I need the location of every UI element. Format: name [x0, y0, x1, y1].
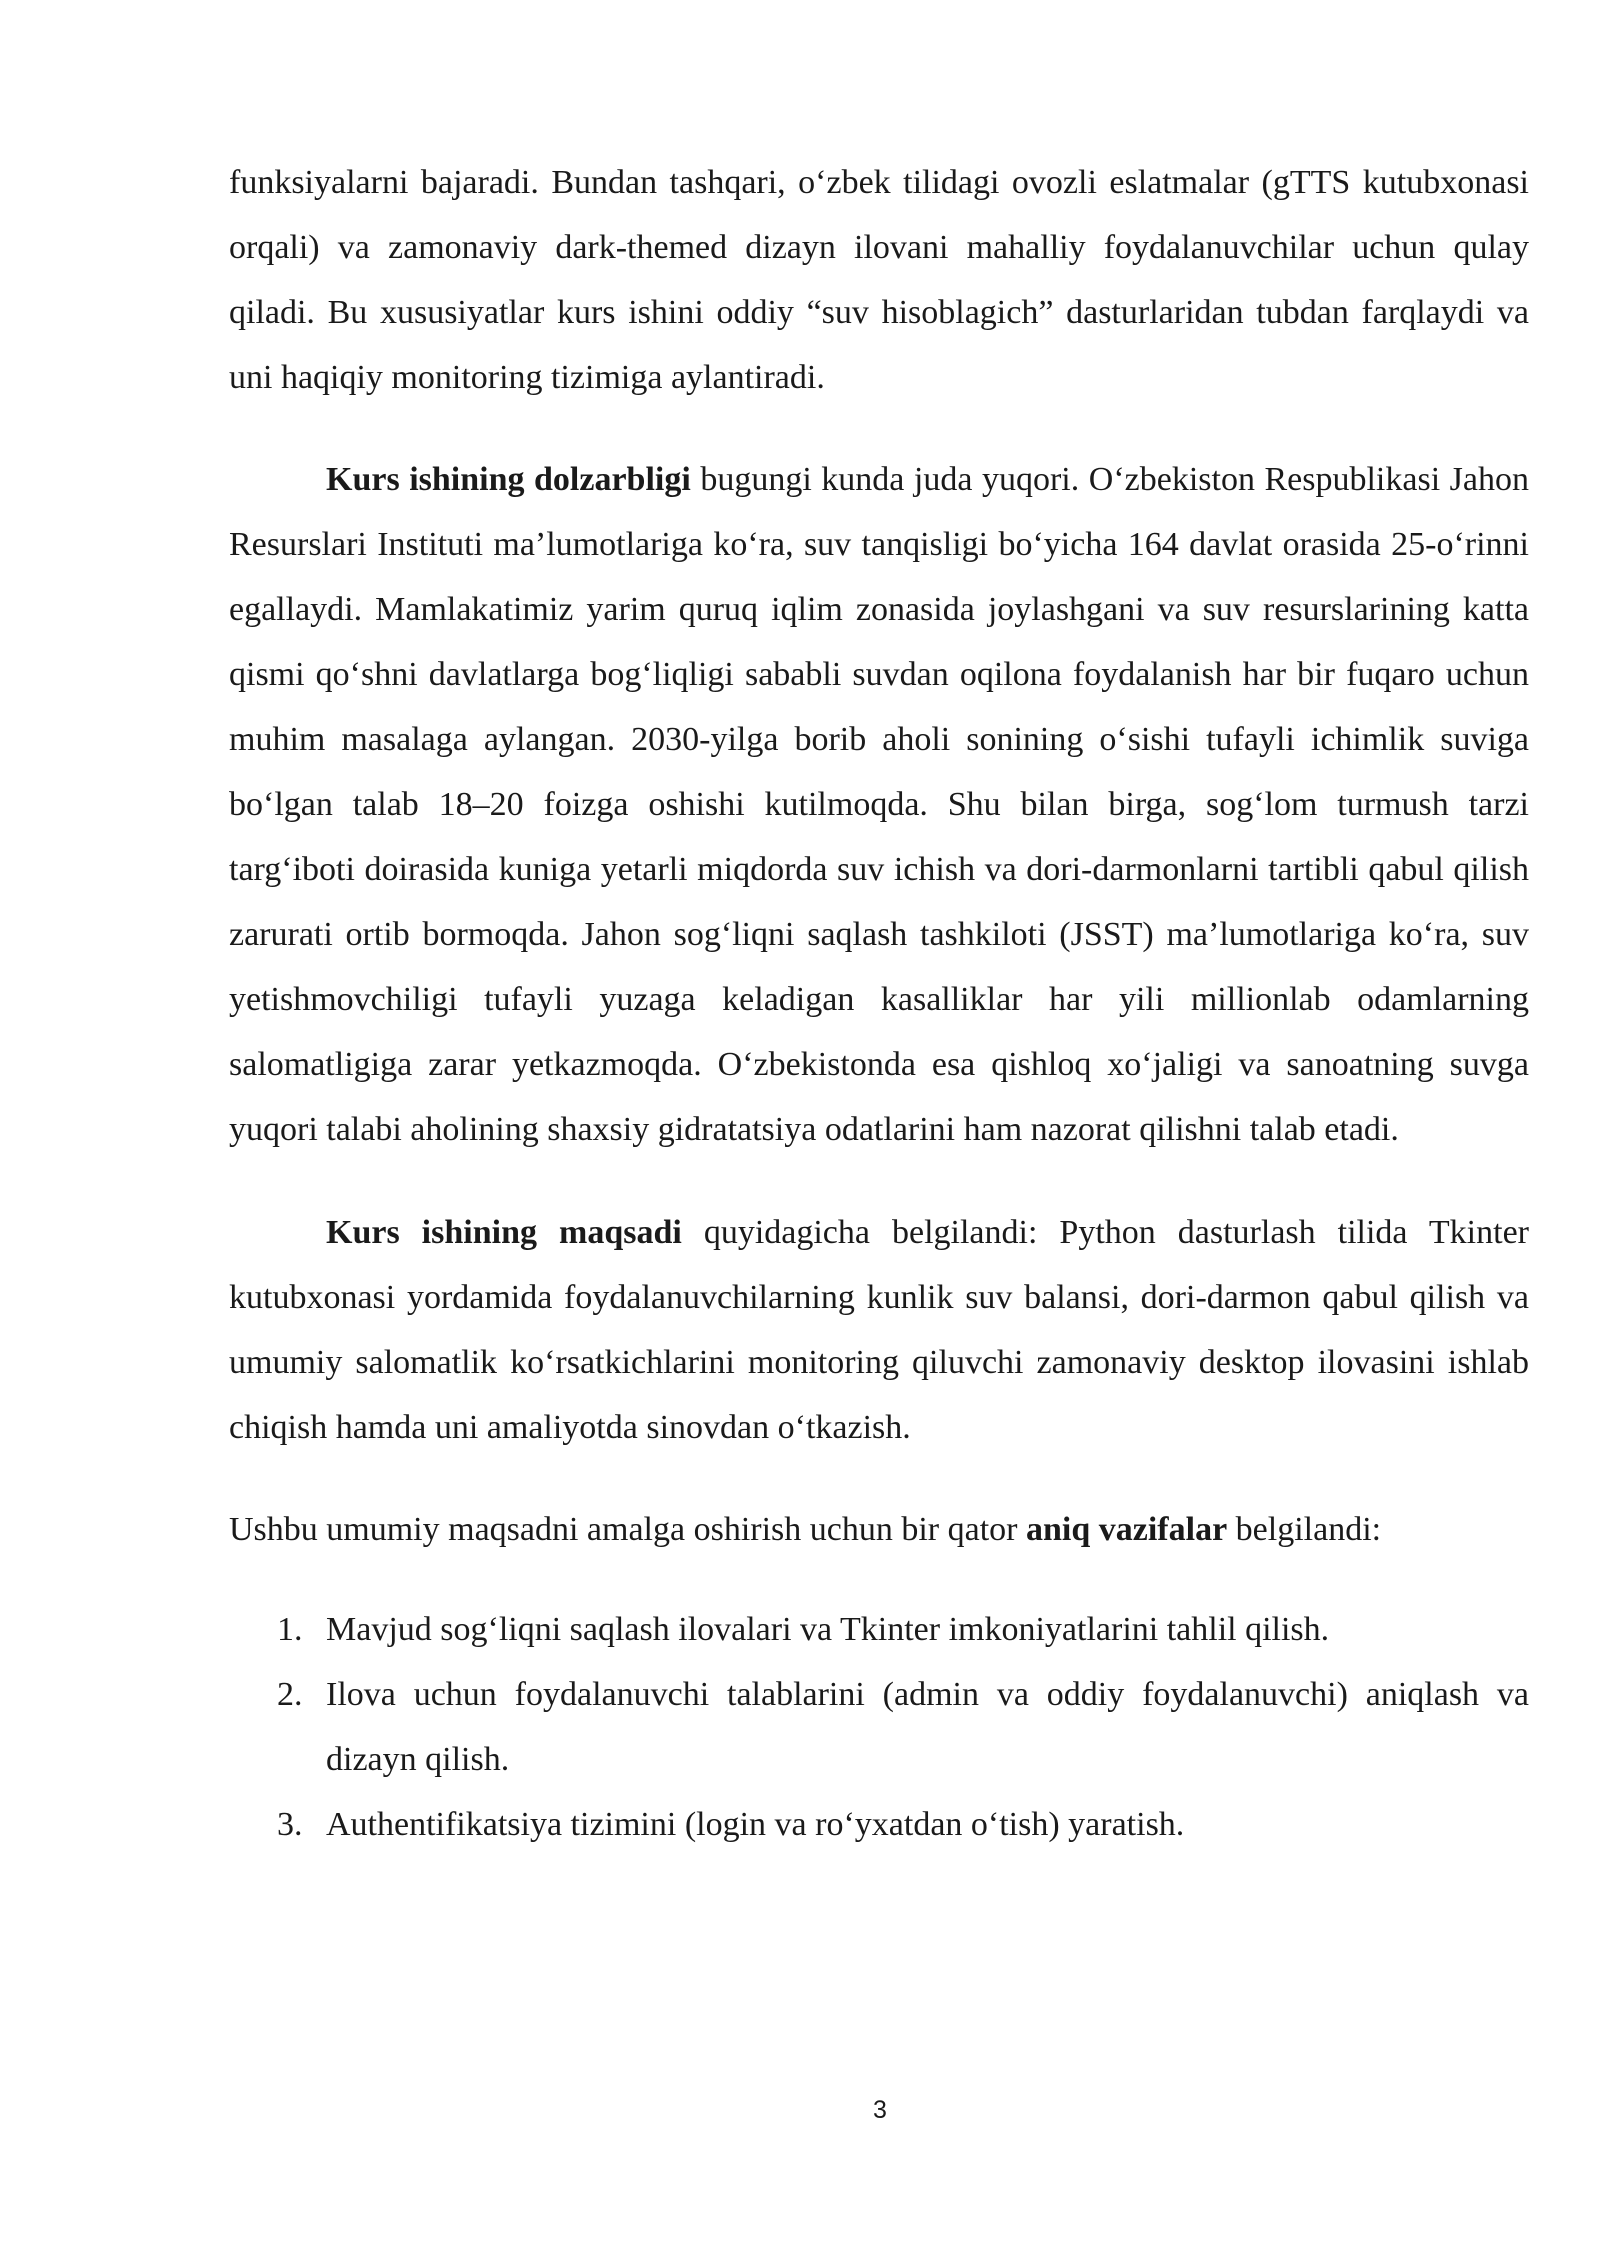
- relevance-text: bugungi kunda juda yuqori. O‘zbekiston Respublikasi Jahon Resurslari Instituti ma’lumotlariga ko‘ra, suv tanqisligi bo‘yicha 164 davlat orasida 25-o‘rinni egallaydi. Mamlakatimiz yarim quruq iqlim zonasida joylashgani va suv resurslarining katta qismi qo‘shni davlatlarga bog‘liqligi sababli suvdan oqilona foydalanish har bir fuqaro uchun muhim masalaga aylangan. 2030-yilga borib aholi sonining o‘sishi tufayli ichimlik suviga bo‘lgan talab 18–20 foizga oshishi kutilmoqda. Shu bilan birga, sog‘lom turmush tarzi targ‘iboti doirasida kuniga yetarli miqdorda suv ichish va dori-darmonlarni tartibli qabul qilish zarurati ortib bormoqda. Jahon sog‘liqni saqlash tashkiloti (JSST) ma’lumotlariga ko‘ra, suv yetishmovchiligi tufayli yuzaga keladigan kasalliklar har yili millionlab odamlarning salomatligiga zarar yetkazmoqda. O‘zbekistonda esa qishloq xo‘jaligi va sanoatning suvga yuqori talabi aholining shaxsiy gidratatsiya odatlarini ham nazorat qilishni talab etadi.: [229, 461, 1529, 1148]
- list-item-number: 2.: [277, 1676, 303, 1713]
- paragraph-spacer: [229, 410, 1529, 447]
- paragraph-relevance: [229, 447, 1529, 1162]
- list-item-text: Ilova uchun foydalanuvchi talablarini (admin va oddiy foydalanuvchi) aniqlash va dizayn qilish.: [326, 1676, 1529, 1778]
- document-page: [229, 150, 1529, 1857]
- goal-text: quyidagicha belgilandi: Python dasturlash tilida Tkinter kutubxonasi yordamida foydalanuvchilarning kunlik suv balansi, dori-darmon qabul qilish va umumiy salomatlik ko‘rsatkichlarini monitoring qiluvchi zamonaviy desktop ilovasini ishlab chiqish hamda uni amaliyotda sinovdan o‘tkazish.: [229, 1214, 1529, 1446]
- paragraph-goal: [229, 1200, 1529, 1460]
- relevance-heading: Kurs ishining dolzarbligi: [326, 461, 691, 498]
- paragraph-spacer: [229, 1562, 1529, 1597]
- paragraph-tasks-intro: [229, 1497, 1529, 1562]
- list-item-number: 1.: [277, 1611, 303, 1648]
- goal-heading: Kurs ishining maqsadi: [326, 1214, 682, 1251]
- tasks-intro-post: belgilandi:: [1227, 1511, 1382, 1548]
- paragraph-spacer: [229, 1460, 1529, 1497]
- list-item: [229, 1662, 1529, 1792]
- paragraph-intro-text: funksiyalarni bajaradi. Bundan tashqari, o‘zbek tilidagi ovozli eslatmalar (gTTS kutubxonasi orqali) va zamonaviy dark-themed dizayn ilovani mahalliy foydalanuvchilar uchun qulay qiladi. Bu xususiyatlar kurs ishini oddiy “suv hisoblagich” dasturlaridan tubdan farqlaydi va uni haqiqiy monitoring tizimiga aylantiradi.: [229, 164, 1529, 396]
- paragraph-spacer: [229, 1162, 1529, 1200]
- list-item: [229, 1792, 1529, 1857]
- list-item-text: Mavjud sog‘liqni saqlash ilovalari va Tkinter imkoniyatlarini tahlil qilish.: [326, 1611, 1330, 1648]
- tasks-intro-bold: aniq vazifalar: [1026, 1511, 1228, 1548]
- list-item: [229, 1597, 1529, 1662]
- list-item-number: 3.: [277, 1806, 303, 1843]
- tasks-intro-pre: Ushbu umumiy maqsadni amalga oshirish uchun bir qator: [229, 1511, 1026, 1548]
- page-number: 3: [873, 2096, 887, 2124]
- paragraph-intro: [229, 150, 1529, 410]
- task-list: [229, 1597, 1529, 1857]
- list-item-text: Authentifikatsiya tizimini (login va ro‘yxatdan o‘tish) yaratish.: [326, 1806, 1185, 1843]
